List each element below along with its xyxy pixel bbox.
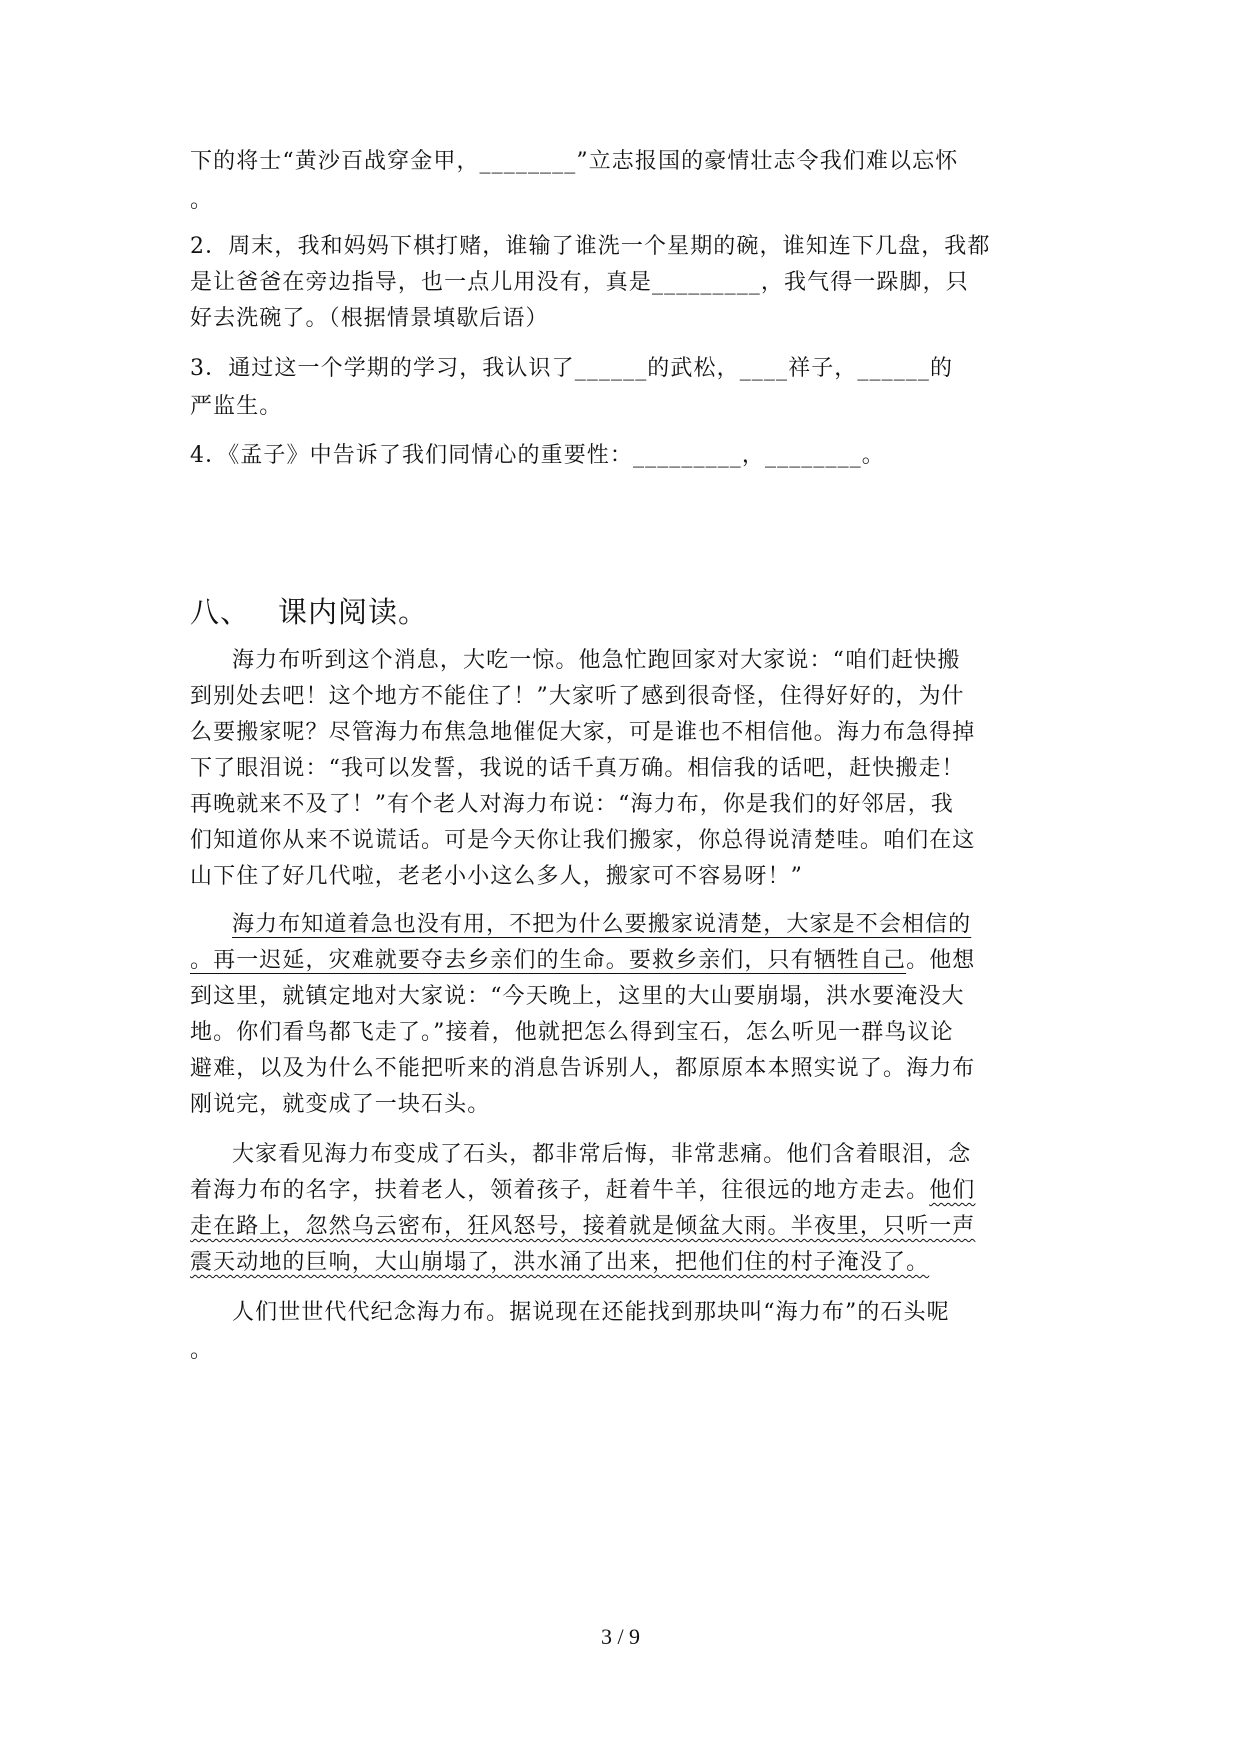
underlined-sentence-part-1: 海力布知道着急也没有用，不把为什么要搬家说清楚，大家是不会相信的	[232, 912, 972, 937]
passage-p3-line-1: 大家看见海力布变成了石头，都非常后悔，非常悲痛。他们含着眼泪，念	[232, 1142, 972, 1167]
passage-p2-line-4: 地。你们看鸟都飞走了。”接着，他就把怎么得到宝石，怎么听见一群鸟议论	[190, 1020, 954, 1045]
passage-p2-line-3: 到这里，就镇定地对大家说：“今天晚上，这里的大山要崩塌，洪水要淹没大	[190, 984, 965, 1009]
wavy-underlined-part-3: 震天动地的巨响，大山崩塌了，洪水涌了出来，把他们住的村子淹没了。	[190, 1250, 930, 1275]
section-heading	[190, 592, 428, 632]
section-number: 八、	[190, 595, 251, 629]
passage-p2-line-5: 避难，以及为什么不能把听来的消息告诉别人，都原原本本照实说了。海力布	[190, 1056, 976, 1081]
passage-p4-line-1: 人们世世代代纪念海力布。据说现在还能找到那块叫“海力布”的石头呢	[232, 1300, 950, 1325]
passage-p1-line-7: 山下住了好几代啦，老老小小这么多人，搬家可不容易呀！”	[190, 864, 803, 889]
passage-p1-line-1: 海力布听到这个消息，大吃一惊。他急忙跑回家对大家说：“咱们赶快搬	[232, 648, 961, 673]
passage-p2-line-1	[232, 910, 971, 940]
passage-p1-line-3: 么要搬家呢？尽管海力布焦急地催促大家，可是谁也不相信他。海力布急得掉	[190, 720, 976, 745]
q2-line-2: 是让爸爸在旁边指导，也一点儿用没有，真是_________，我气得一跺脚，只	[190, 270, 969, 295]
passage-p3-line-2	[190, 1176, 975, 1206]
q3-line-2: 严监生。	[190, 394, 283, 419]
passage-p4-end: 。	[190, 1338, 214, 1363]
underlined-sentence-part-2: 。再一迟延，灾难就要夺去乡亲们的生命。要救乡亲们，只有牺牲自己	[190, 948, 907, 973]
passage-p2-line-2	[190, 946, 975, 976]
wavy-underlined-part-1: 他们	[929, 1178, 976, 1203]
passage-p1-line-6: 们知道你从来不说谎话。可是今天你让我们搬家，你总得说清楚哇。咱们在这	[190, 828, 976, 853]
q2-line-3: 好去洗碗了。（根据情景填歇后语）	[190, 306, 549, 331]
q3-line-1: 3．通过这一个学期的学习，我认识了______的武松，____祥子，______的	[190, 356, 954, 381]
passage-p2-line-2-rest: 。他想	[906, 948, 976, 973]
wavy-underlined-part-2: 走在路上，忽然乌云密布，狂风怒号，接着就是倾盆大雨。半夜里，只听一声	[190, 1214, 976, 1239]
q1-end-punctuation: 。	[190, 188, 214, 213]
passage-p3-line-3	[190, 1212, 975, 1242]
q1-continuation-line: 下的将士“黄沙百战穿金甲，________”立志报国的豪情壮志令我们难以忘怀	[190, 149, 959, 174]
passage-p1-line-5: 再晚就来不及了！”有个老人对海力布说：“海力布，你是我们的好邻居，我	[190, 792, 954, 817]
passage-p3-line-4	[190, 1248, 929, 1278]
passage-p1-line-2: 到别处去吧！这个地方不能住了！”大家听了感到很奇怪，住得好好的，为什	[190, 684, 965, 709]
q2-line-1: 2．周末，我和妈妈下棋打赌，谁输了谁洗一个星期的碗，谁知连下几盘，我都	[190, 234, 991, 259]
passage-p2-line-6: 刚说完，就变成了一块石头。	[190, 1092, 491, 1117]
page-number: 3 / 9	[600, 1624, 641, 1649]
passage-p3-line-2-plain: 着海力布的名字，扶着老人，领着孩子，赶着牛羊，往很远的地方走去。	[190, 1178, 930, 1203]
section-title: 课内阅读。	[278, 595, 429, 629]
q4-line-1: 4．《孟子》中告诉了我们同情心的重要性：_________，________。	[190, 443, 885, 468]
passage-p1-line-4: 下了眼泪说：“我可以发誓，我说的话千真万确。相信我的话吧，赶快搬走！	[190, 756, 965, 781]
